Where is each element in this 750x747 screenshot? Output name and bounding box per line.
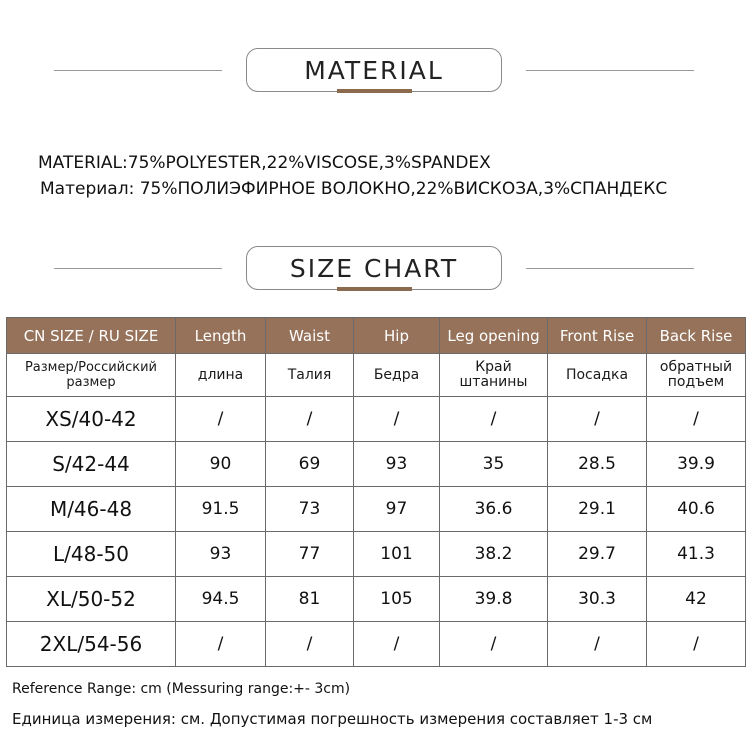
table-row [7, 532, 746, 577]
size-cell: M/46-48 [7, 487, 176, 532]
table-cell: 39.9 [647, 442, 746, 487]
table-cell: 81 [266, 577, 354, 622]
column-header-waist: Waist [266, 318, 354, 354]
table-cell: 101 [354, 532, 440, 577]
table-cell: 38.2 [440, 532, 548, 577]
table-cell: / [354, 622, 440, 667]
table-cell: / [647, 397, 746, 442]
size-cell: 2XL/54-56 [7, 622, 176, 667]
size-cell: S/42-44 [7, 442, 176, 487]
reference-range-note-ru: Единица измерения: см. Допустимая погрешность измерения составляет 1-3 см [12, 710, 653, 728]
table-cell: 42 [647, 577, 746, 622]
table-cell: 105 [354, 577, 440, 622]
material-section-header [0, 48, 750, 94]
table-cell: 30.3 [548, 577, 647, 622]
material-line-ru: Материал: 75%ПОЛИЭФИРНОЕ ВОЛОКНО,22%ВИСКОЗА,3%СПАНДЕКС [40, 179, 668, 199]
table-cell: 29.1 [548, 487, 647, 532]
table-cell: / [354, 397, 440, 442]
table-row [7, 622, 746, 667]
title-accent-bar [337, 287, 412, 291]
ru-header-back-rise: обратный подъем [647, 354, 746, 397]
size-chart-table [6, 317, 746, 667]
size-cell: XL/50-52 [7, 577, 176, 622]
table-cell: / [176, 397, 266, 442]
size-cell: L/48-50 [7, 532, 176, 577]
table-row [7, 442, 746, 487]
table-cell: 90 [176, 442, 266, 487]
table-cell: 28.5 [548, 442, 647, 487]
table-cell: 40.6 [647, 487, 746, 532]
divider-line [54, 70, 222, 71]
table-row [7, 487, 746, 532]
table-row [7, 577, 746, 622]
ru-header-hip: Бедра [354, 354, 440, 397]
table-cell: 69 [266, 442, 354, 487]
table-cell: 97 [354, 487, 440, 532]
table-cell: / [548, 397, 647, 442]
title-accent-bar [337, 89, 412, 93]
table-row [7, 397, 746, 442]
table-cell: 77 [266, 532, 354, 577]
column-header-hip: Hip [354, 318, 440, 354]
column-header-back-rise: Back Rise [647, 318, 746, 354]
table-cell: 29.7 [548, 532, 647, 577]
divider-line [54, 268, 222, 269]
table-cell: / [176, 622, 266, 667]
size-chart-title: SIZE CHART [246, 246, 502, 290]
table-cell: 93 [176, 532, 266, 577]
material-line-en: MATERIAL:75%POLYESTER,22%VISCOSE,3%SPANDEX [38, 153, 491, 173]
table-cell: / [440, 397, 548, 442]
table-cell: 94.5 [176, 577, 266, 622]
ru-header-waist: Талия [266, 354, 354, 397]
material-composition [38, 150, 667, 202]
reference-range-note: Reference Range: cm (Messuring range:+- 3cm) [12, 681, 351, 697]
table-cell: / [266, 622, 354, 667]
table-subheader-row [7, 354, 746, 397]
column-header-length: Length [176, 318, 266, 354]
divider-line [526, 70, 694, 71]
table-cell: 73 [266, 487, 354, 532]
size-cell: XS/40-42 [7, 397, 176, 442]
table-cell: 35 [440, 442, 548, 487]
table-cell: 41.3 [647, 532, 746, 577]
ru-header-front-rise: Посадка [548, 354, 647, 397]
column-header-leg-opening: Leg opening [440, 318, 548, 354]
table-cell: 36.6 [440, 487, 548, 532]
material-title: MATERIAL [246, 48, 502, 92]
table-cell: / [548, 622, 647, 667]
table-cell: 91.5 [176, 487, 266, 532]
ru-header-length: длина [176, 354, 266, 397]
table-cell: 93 [354, 442, 440, 487]
ru-header-leg-opening: Край штанины [440, 354, 548, 397]
table-cell: / [266, 397, 354, 442]
table-cell: / [647, 622, 746, 667]
size-chart-section-header [0, 246, 750, 292]
table-header-row [7, 318, 746, 354]
table-cell: 39.8 [440, 577, 548, 622]
column-header-size: CN SIZE / RU SIZE [7, 318, 176, 354]
table-cell: / [440, 622, 548, 667]
divider-line [526, 268, 694, 269]
ru-header-size: Размер/Российский размер [7, 354, 176, 397]
column-header-front-rise: Front Rise [548, 318, 647, 354]
